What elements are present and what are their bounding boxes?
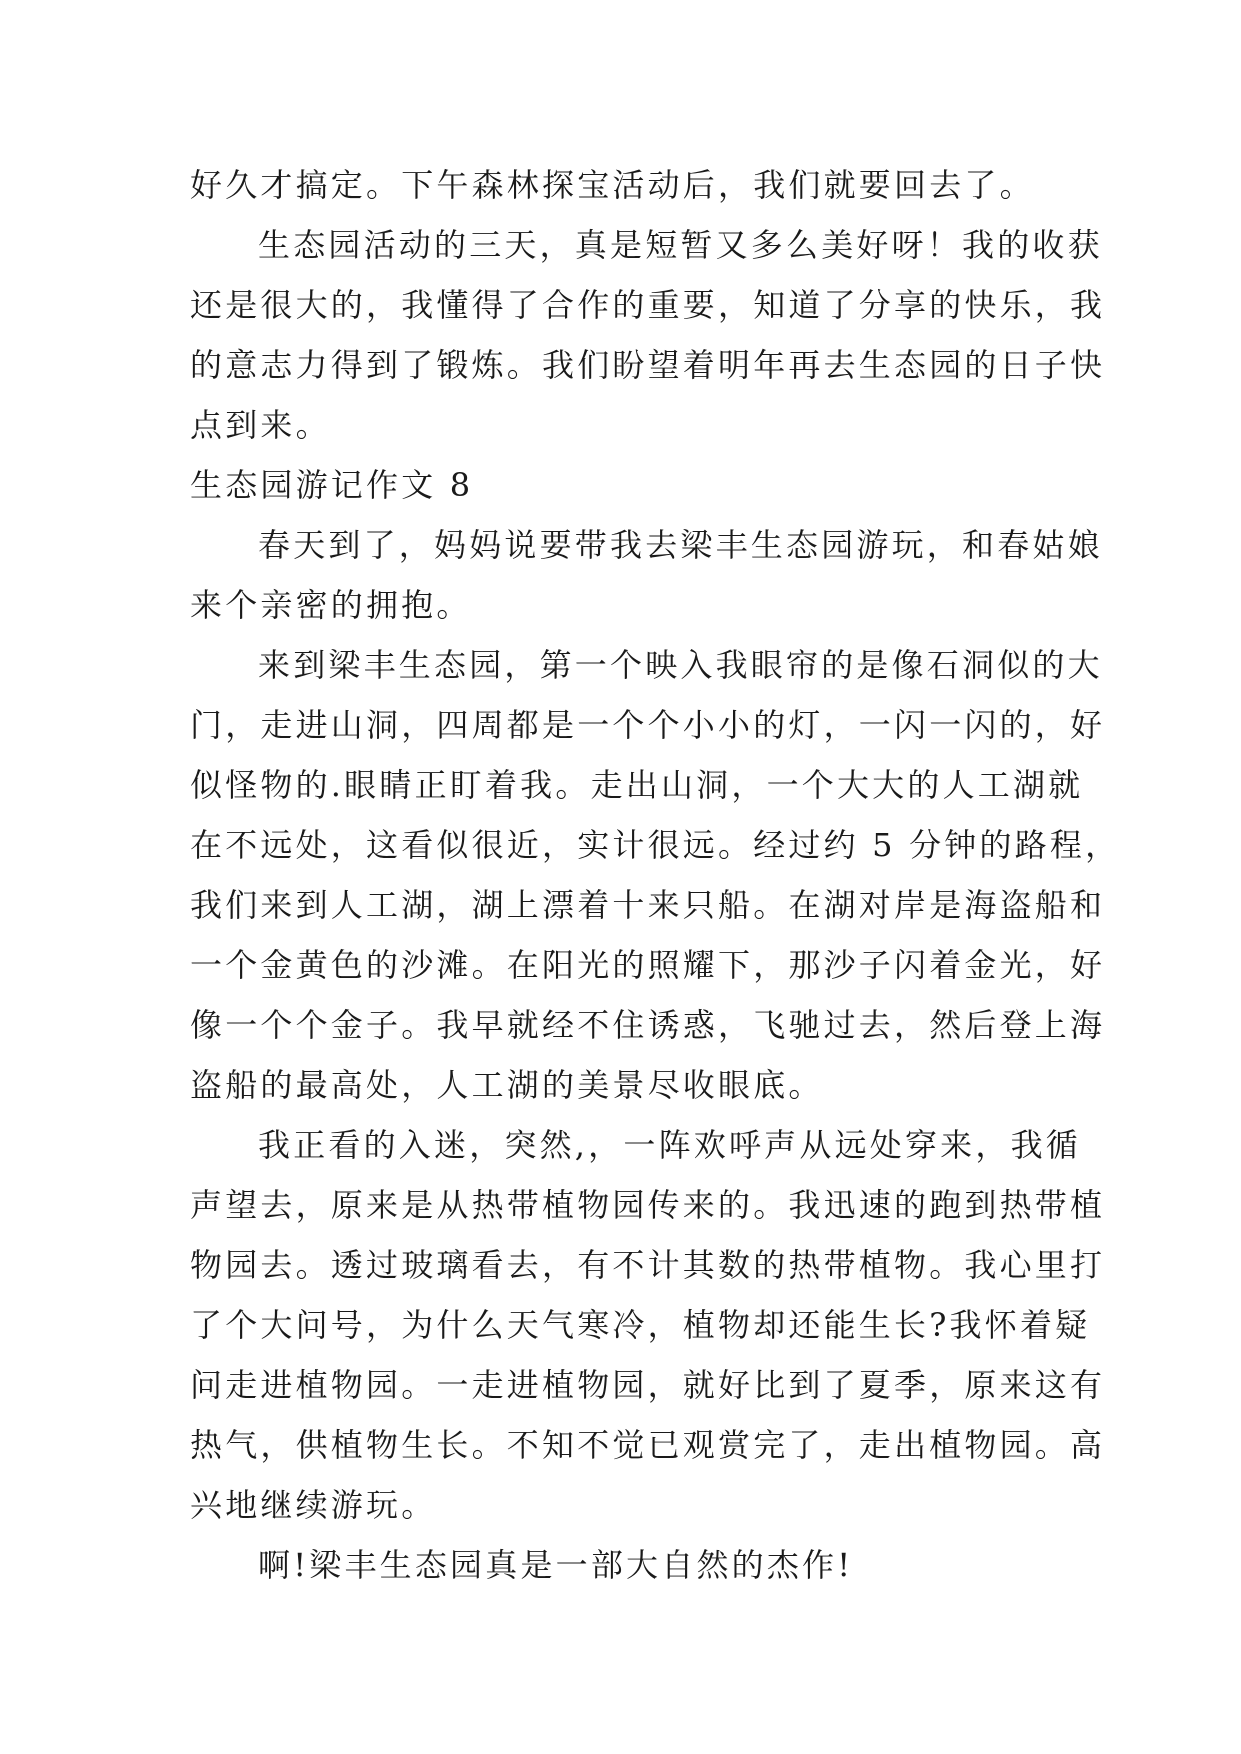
paragraph: [190, 1535, 1060, 1595]
text-line: 似怪物的.眼睛正盯着我。走出山洞，一个大大的人工湖就: [190, 766, 1084, 804]
text-line: 物园去。透过玻璃看去，有不计其数的热带植物。我心里打: [190, 1246, 1106, 1284]
text-line: 问走进植物园。一走进植物园，就好比到了夏季，原来这有: [190, 1366, 1106, 1404]
heading-text: 生态园游记作文 8: [190, 466, 474, 504]
text-line: 盗船的最高处，人工湖的美景尽收眼底。: [190, 1066, 824, 1104]
text-line: 声望去，原来是从热带植物园传来的。我迅速的跑到热带植: [190, 1186, 1106, 1224]
text-line: 啊!梁丰生态园真是一部大自然的杰作!: [258, 1546, 854, 1584]
text-line: 一个金黄色的沙滩。在阳光的照耀下，那沙子闪着金光，好: [190, 946, 1106, 984]
text-line: 在不远处，这看似很近，实计很远。经过约 5 分钟的路程，: [190, 826, 1121, 864]
text-line: 门，走进山洞，四周都是一个个小小的灯，一闪一闪的，好: [190, 706, 1106, 744]
paragraph: [190, 515, 1103, 635]
text-line: 我们来到人工湖，湖上漂着十来只船。在湖对岸是海盗船和: [190, 886, 1106, 924]
document-page: [190, 155, 1121, 1595]
text-line: 春天到了，妈妈说要带我去梁丰生态园游玩，和春姑娘: [258, 526, 1103, 564]
text-line: 的意志力得到了锻炼。我们盼望着明年再去生态园的日子快: [190, 346, 1106, 384]
text-line: 了个大问号，为什么天气寒冷，植物却还能生长?我怀着疑: [190, 1306, 1091, 1344]
text-line: 兴地继续游玩。: [190, 1486, 437, 1524]
text-line: 好久才搞定。下午森林探宝活动后，我们就要回去了。: [190, 166, 1035, 204]
paragraph: [190, 155, 1060, 215]
text-line: 热气，供植物生长。不知不觉已观赏完了，走出植物园。高: [190, 1426, 1106, 1464]
section-heading: [190, 455, 1060, 515]
text-line: 还是很大的，我懂得了合作的重要，知道了分享的快乐，我: [190, 286, 1106, 324]
paragraph: [190, 215, 1106, 455]
text-line: 生态园活动的三天，真是短暂又多么美好呀！我的收获: [258, 226, 1103, 264]
paragraph: [190, 635, 1121, 1115]
text-line: 点到来。: [190, 406, 331, 444]
text-line: 来到梁丰生态园，第一个映入我眼帘的是像石洞似的大: [258, 646, 1103, 684]
text-line: 来个亲密的拥抱。: [190, 586, 472, 624]
paragraph: [190, 1115, 1106, 1535]
text-line: 像一个个金子。我早就经不住诱惑，飞驰过去，然后登上海: [190, 1006, 1106, 1044]
text-line: 我正看的入迷，突然,，一阵欢呼声从远处穿来，我循: [258, 1126, 1081, 1164]
